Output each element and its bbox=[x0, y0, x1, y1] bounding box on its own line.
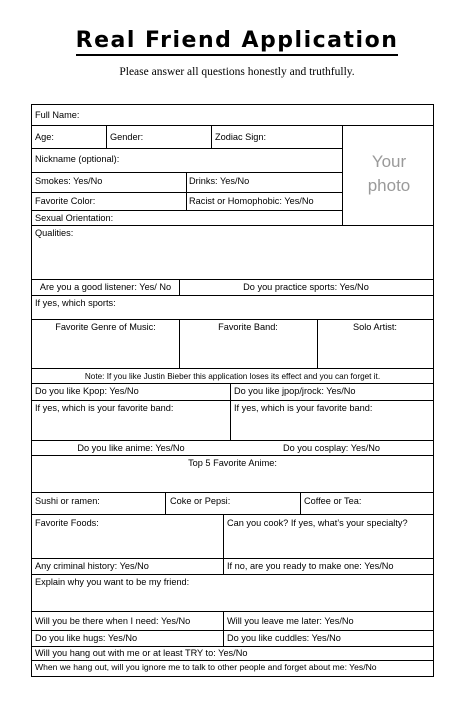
row-divider bbox=[32, 574, 433, 575]
anime-field[interactable]: Do you like anime: Yes/No bbox=[77, 443, 185, 453]
row-divider bbox=[32, 611, 433, 612]
coffee-tea-field[interactable]: Coffee or Tea: bbox=[304, 496, 362, 506]
hang-out-field[interactable]: Will you hang out with me or at least TRY to: Yes/No bbox=[35, 648, 248, 658]
photo-divider bbox=[342, 125, 343, 225]
full-name-field[interactable]: Full Name: bbox=[35, 110, 80, 120]
age-field[interactable]: Age: bbox=[35, 132, 54, 142]
col-divider bbox=[186, 172, 187, 210]
col-divider bbox=[300, 492, 301, 514]
row-divider bbox=[32, 383, 433, 384]
favorite-foods-field[interactable]: Favorite Foods: bbox=[35, 518, 99, 528]
can-cook-field[interactable]: Can you cook? If yes, what’s your specialty? bbox=[227, 518, 408, 528]
jpop-band-field[interactable]: If yes, which is your favorite band: bbox=[234, 403, 373, 413]
sexual-orientation-field[interactable]: Sexual Orientation: bbox=[35, 213, 114, 223]
row-divider bbox=[32, 210, 342, 211]
favorite-band-field[interactable]: Favorite Band: bbox=[218, 322, 278, 332]
kpop-field[interactable]: Do you like Kpop: Yes/No bbox=[35, 386, 139, 396]
why-friend-field[interactable]: Explain why you want to be my friend: bbox=[35, 577, 190, 587]
favorite-color-field[interactable]: Favorite Color: bbox=[35, 196, 96, 206]
col-divider bbox=[106, 125, 107, 148]
row-divider bbox=[32, 148, 342, 149]
leave-later-field[interactable]: Will you leave me later: Yes/No bbox=[227, 616, 354, 626]
top5-anime-field[interactable]: Top 5 Favorite Anime: bbox=[188, 458, 277, 468]
practice-sports-field[interactable]: Do you practice sports: Yes/No bbox=[243, 282, 369, 292]
col-divider bbox=[211, 125, 212, 148]
photo-label-line2: photo bbox=[367, 176, 411, 195]
row-divider bbox=[32, 225, 433, 226]
kpop-band-field[interactable]: If yes, which is your favorite band: bbox=[35, 403, 174, 413]
cosplay-field[interactable]: Do you cosplay: Yes/No bbox=[282, 443, 381, 453]
row-divider bbox=[32, 440, 433, 441]
application-form bbox=[31, 104, 434, 677]
col-divider bbox=[223, 514, 224, 574]
row-divider bbox=[32, 192, 342, 193]
row-divider bbox=[32, 172, 342, 173]
ready-to-make-field[interactable]: If no, are you ready to make one: Yes/No bbox=[227, 561, 394, 571]
row-divider bbox=[32, 558, 433, 559]
photo-placeholder[interactable] bbox=[345, 150, 433, 198]
row-divider bbox=[32, 319, 433, 320]
ignore-me-field[interactable]: When we hang out, will you ignore me to talk to other people and forget about me: Yes/No bbox=[35, 662, 377, 672]
sushi-ramen-field[interactable]: Sushi or ramen: bbox=[35, 496, 100, 506]
solo-artist-field[interactable]: Solo Artist: bbox=[353, 322, 397, 332]
criminal-history-field[interactable]: Any criminal history: Yes/No bbox=[35, 561, 149, 571]
nickname-field[interactable]: Nickname (optional): bbox=[35, 154, 120, 164]
gender-field[interactable]: Gender: bbox=[110, 132, 144, 142]
row-divider bbox=[32, 660, 433, 661]
row-divider bbox=[32, 455, 433, 456]
bieber-note: Note: If you like Justin Bieber this application loses its effect and you can forget it. bbox=[84, 372, 381, 381]
row-divider bbox=[32, 630, 433, 631]
row-divider bbox=[32, 279, 433, 280]
which-sports-field[interactable]: If yes, which sports: bbox=[35, 298, 116, 308]
qualities-field[interactable]: Qualities: bbox=[35, 228, 74, 238]
hugs-field[interactable]: Do you like hugs: Yes/No bbox=[35, 633, 138, 643]
col-divider bbox=[165, 492, 166, 514]
photo-label-line1: Your bbox=[371, 152, 407, 171]
cuddles-field[interactable]: Do you like cuddles: Yes/No bbox=[227, 633, 341, 643]
row-divider bbox=[32, 514, 433, 515]
smokes-field[interactable]: Smokes: Yes/No bbox=[35, 176, 103, 186]
racist-homophobic-field[interactable]: Racist or Homophobic: Yes/No bbox=[189, 196, 314, 206]
row-divider bbox=[32, 646, 433, 647]
row-divider bbox=[32, 400, 433, 401]
coke-pepsi-field[interactable]: Coke or Pepsi: bbox=[170, 496, 231, 506]
music-genre-field[interactable]: Favorite Genre of Music: bbox=[55, 322, 156, 332]
good-listener-field[interactable]: Are you a good listener: Yes/ No bbox=[39, 282, 172, 292]
col-divider bbox=[223, 611, 224, 646]
there-when-need-field[interactable]: Will you be there when I need: Yes/No bbox=[35, 616, 191, 626]
row-divider bbox=[32, 125, 433, 126]
zodiac-field[interactable]: Zodiac Sign: bbox=[215, 132, 267, 142]
page-title: Real Friend Application bbox=[0, 28, 474, 53]
row-divider bbox=[32, 368, 433, 369]
jpop-field[interactable]: Do you like jpop/jrock: Yes/No bbox=[234, 386, 356, 396]
drinks-field[interactable]: Drinks: Yes/No bbox=[189, 176, 250, 186]
col-divider bbox=[230, 383, 231, 440]
page-subtitle: Please answer all questions honestly and truthfully. bbox=[119, 66, 355, 78]
row-divider bbox=[32, 492, 433, 493]
row-divider bbox=[32, 295, 433, 296]
